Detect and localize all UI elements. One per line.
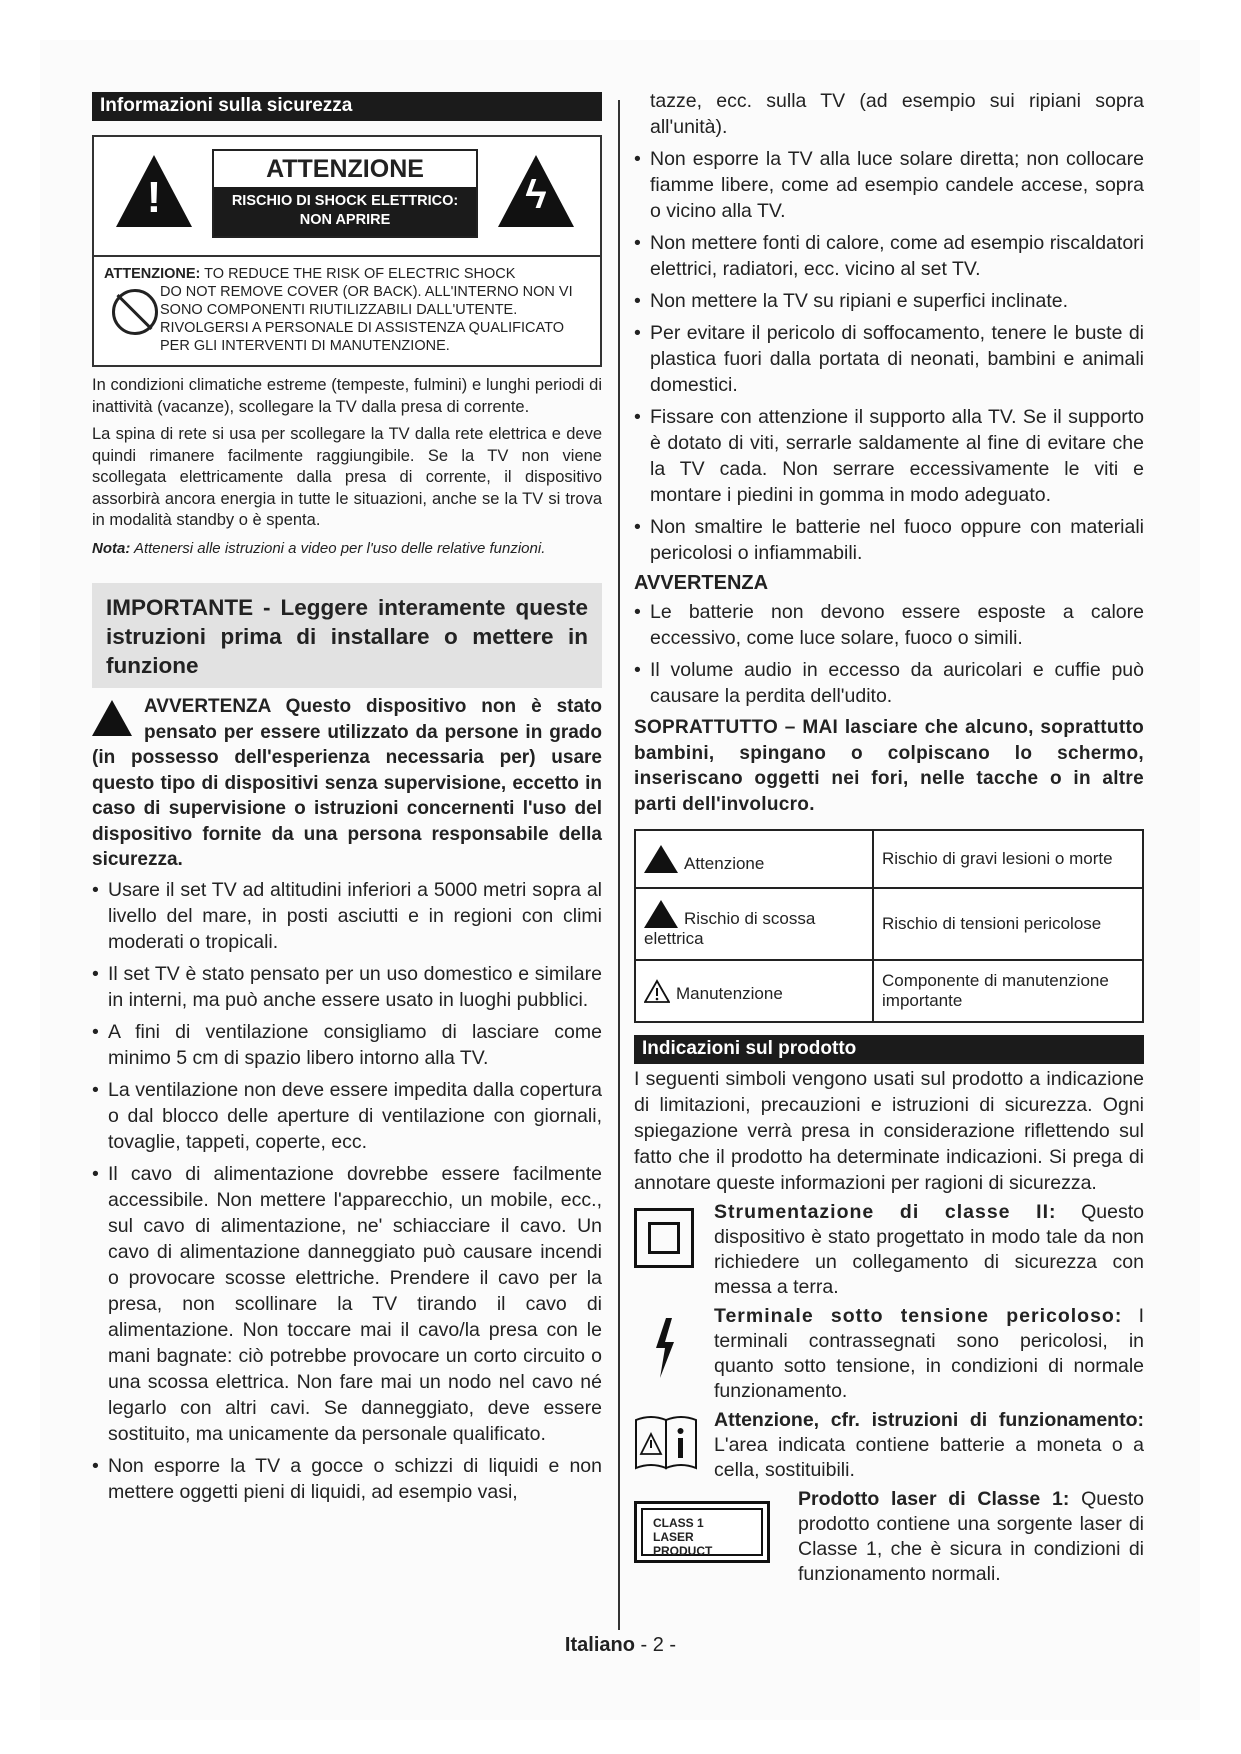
- section-title-indications: Indicazioni sul prodotto: [634, 1035, 1144, 1064]
- footer-language: Italiano: [564, 1634, 635, 1656]
- no-user-service-icon: [112, 289, 158, 335]
- note: Nota: Attenersi alle istruzioni a video per l'uso delle relative funzioni.: [92, 539, 546, 557]
- attention-subtitle: RISCHIO DI SHOCK ELETTRICO: NON APRIRE: [214, 187, 476, 236]
- warning-triangle-icon: [644, 845, 678, 873]
- list-item: • Il set TV è stato pensato per un uso domestico e similare in interni, ma può anche essere usato in luoghi pubblici.: [92, 961, 602, 1013]
- avvertenza-text: AVVERTENZA Questo dispositivo non è stato pensato per essere utilizzato da persone in grado (in possesso dell'esperienza necessaria per) usare questo tipo di dispositivi senza supervisione, eccetto in caso di supervisione o istruzioni concernenti l'uso del dispositivo fornite da una persona responsabile della sicurezza.: [92, 696, 602, 870]
- list-item: • Le batterie non devono essere esposte a calore eccessivo, come luce solare, fuoco o simili.: [634, 599, 1144, 651]
- section-title-safety: Informazioni sulla sicurezza: [92, 92, 602, 121]
- table-row: Manutenzione Componente di manutenzione importante: [635, 960, 1143, 1022]
- indication-class-ii: Strumentazione di classe II: Questo dispositivo è stato progettato in modo tale da non richiedere un collegamento di sicurezza con messa a terra.: [634, 1200, 1144, 1300]
- column-divider: [618, 100, 620, 1630]
- soprattutto-warning: SOPRATTUTTO – MAI lasciare che alcuno, soprattutto bambini, spingano o colpiscano lo schermo, inseriscano oggetti nei fori, nelle tacche o in altre parti dell'involucro.: [634, 717, 1144, 815]
- caution-line1: TO REDUCE THE RISK OF ELECTRIC SHOCK: [204, 266, 516, 282]
- list-item: • Fissare con attenzione il supporto alla TV. Se il supporto è dotato di viti, serrarle saldamente al fine di evitare che la TV cada. Non serrare eccessivamente le viti e montare i piedini in gomma in modo adeguato.: [634, 404, 1144, 508]
- mains-plug-paragraph: La spina di rete si usa per scollegare la TV dalla rete elettrica e deve quindi rimanere facilmente raggiungibile. Se la TV non viene scollegata elettricamente dalla presa di corrente, il dispositivo assorbirà ancora energia in tutte le situazioni, anche se la TV si trova in modalità standby o è spenta.: [92, 425, 602, 529]
- attention-label: [212, 149, 478, 238]
- warning-triangle-icon: [92, 700, 132, 736]
- weather-paragraph: In condizioni climatiche estreme (tempeste, fulmini) e lunghi periodi di inattività (vacanze), scollegare la TV dalla presa di corrente.: [92, 376, 602, 416]
- list-item: • Il volume audio in eccesso da auricolari e cuffie può causare la perdita dell'udito.: [634, 657, 1144, 709]
- avvertenza-block: [92, 694, 602, 873]
- lightning-bolt-icon: [652, 1318, 678, 1378]
- right-column: [634, 88, 1144, 1591]
- list-item: • Il cavo di alimentazione dovrebbe essere facilmente accessibile. Non mettere l'apparecchio, un mobile, ecc., sul cavo di alimentazione, ne' schiacciare il cavo. Un cavo di alimentazione danneggiato può causare incendi o provocare scosse elettriche. Prendere il cavo per la presa, non scollinare la TV tirando il cavo di alimentazione. Non toccare mai il cavo/la presa con le mani bagnate: ciò potrebbe provocare un corto circuito o una scossa elettrica. Non fare mai un nodo nel cavo né legarlo con altri cavi. Se danneggiato, deve essere sostituito, ma unicamente da personale qualificato.: [92, 1161, 602, 1447]
- list-item: • Non esporre la TV alla luce solare diretta; non collocare fiamme libere, come ad esempio candele accese, sopra o vicino alla TV.: [634, 146, 1144, 224]
- list-item: • Usare il set TV ad altitudini inferiori a 5000 metri sopra al livello del mare, in posti asciutti e in regioni con climi moderati o tropicali.: [92, 877, 602, 955]
- page-footer: [0, 1634, 1241, 1657]
- left-column: [92, 92, 602, 1511]
- electric-shock-warning-box: ! ATTENZIONE RISCHIO DI SHOCK ELETTRICO: NON APRIRE ϟ ATTENZIONE: TO REDUCE THE RISK OF ELECTRIC SHOCK DO NOT REMOVE COVER (OR BACK). ALL'INTERNO NON VI SONO COMPONENTI RIUTILIZZABILI DALL'UTENTE. RIVOLGERSI A PERSONALE DI ASSISTENZA QUALIFICATO PER GLI INTERVENTI DI MANUTENZIONE.: [92, 135, 602, 367]
- list-item: • A fini di ventilazione consigliamo di lasciare come minimo 5 cm di spazio libero intorno alla TV.: [92, 1019, 602, 1071]
- list-item: • Non esporre la TV a gocce o schizzi di liquidi e non mettere oggetti pieni di liquidi, ad esempio vasi,: [92, 1453, 602, 1505]
- symbol-table: [634, 829, 1144, 1023]
- avvertenza-heading: AVVERTENZA: [634, 572, 769, 594]
- indication-see-instructions: Attenzione, cfr. istruzioni di funzionamento: L'area indicata contiene batterie a moneta o a cella, sostituibili.: [634, 1408, 1144, 1483]
- attention-title: ATTENZIONE: [214, 151, 476, 187]
- caution-label: ATTENZIONE:: [104, 266, 201, 282]
- important-heading: IMPORTANTE - Leggere interamente queste istruzioni prima di installare o mettere in funzione: [106, 595, 588, 678]
- list-item: • La ventilazione non deve essere impedita dalla copertura o dal blocco delle aperture di ventilazione con giornali, tovaglie, tappeti, coperte, ecc.: [92, 1077, 602, 1155]
- table-row: Rischio di scossa elettrica Rischio di tensioni pericolose: [635, 888, 1143, 960]
- indication-laser: CLASS 1 LASER PRODUCT Prodotto laser di Classe 1: Questo prodotto contiene una sorgente laser di Classe 1, che è sicura in condizioni di funzionamento normali.: [634, 1487, 1144, 1587]
- footer-page-number: - 2 -: [634, 1634, 677, 1656]
- outline-warning-triangle-icon: [644, 979, 670, 1003]
- list-item: • Per evitare il pericolo di soffocamento, tenere le buste di plastica fuori dalla portata di neonati, bambini e animali domestici.: [634, 320, 1144, 398]
- manual-page: [40, 40, 1200, 1720]
- caution-text: DO NOT REMOVE COVER (OR BACK). ALL'INTERNO NON VI SONO COMPONENTI RIUTILIZZABILI DALL'UTENTE. RIVOLGERSI A PERSONALE DI ASSISTENZA QUALIFICATO PER GLI INTERVENTI DI MANUTENZIONE.: [160, 284, 573, 354]
- laser-product-label: CLASS 1 LASER PRODUCT: [634, 1501, 770, 1563]
- list-item: • Non mettere la TV su ripiani e superfici inclinate.: [634, 288, 1144, 314]
- important-heading-box: [92, 583, 602, 688]
- indications-intro: I seguenti simboli vengono usati sul prodotto a indicazione di limitazioni, precauzioni e istruzioni di sicurezza. Ogni spiegazione verrà presa in considerazione riflettendo sul fatto che il prodotto ha determinate indicazioni. Si prega di annotare queste informazioni per ragioni di sicurezza.: [634, 1068, 1144, 1194]
- table-row: Attenzione Rischio di gravi lesioni o morte: [635, 830, 1143, 888]
- see-manual-icon: [634, 1412, 700, 1470]
- double-square-icon: [634, 1208, 694, 1268]
- indication-dangerous-terminal: Terminale sotto tensione pericoloso: I terminali contrassegnati sono pericolosi, in quanto sotto tensione, in condizioni di normale funzionamento.: [634, 1304, 1144, 1404]
- continuation-text: tazze, ecc. sulla TV (ad esempio sui ripiani sopra all'unità).: [650, 90, 1144, 138]
- left-bullet-list: [92, 877, 602, 1505]
- list-item: • Non mettere fonti di calore, come ad esempio riscaldatori elettrici, radiatori, ecc. vicino al set TV.: [634, 230, 1144, 282]
- list-item: • Non smaltire le batterie nel fuoco oppure con materiali pericolosi o infiammabili.: [634, 514, 1144, 566]
- shock-triangle-icon: [644, 900, 678, 928]
